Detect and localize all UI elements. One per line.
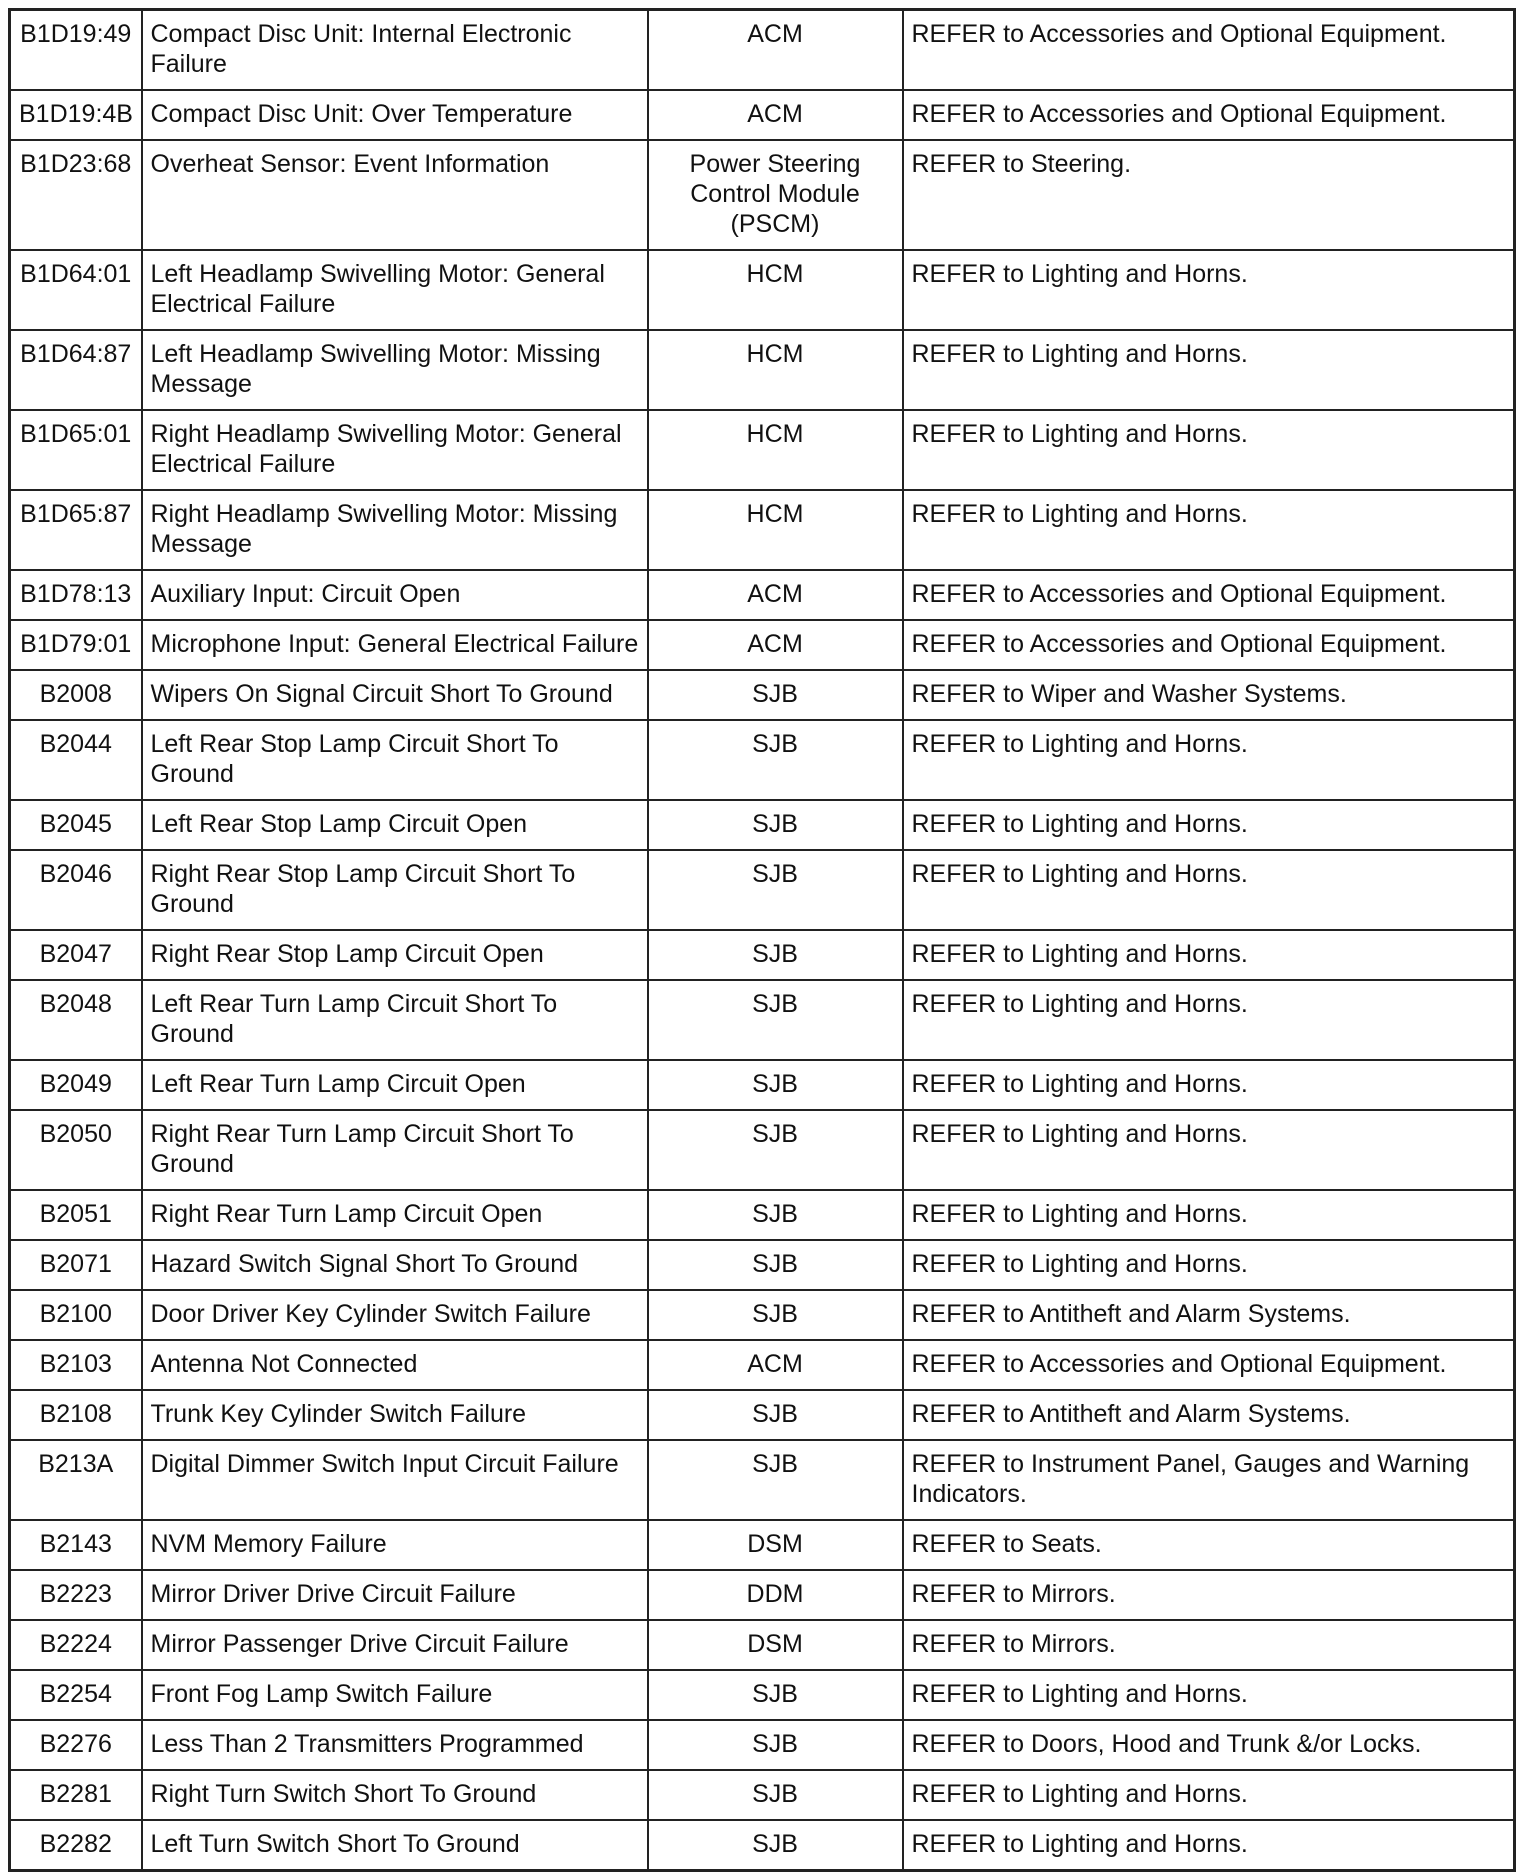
dtc-module-cell: DSM <box>648 1520 903 1570</box>
dtc-action-cell: REFER to Lighting and Horns. <box>903 720 1515 800</box>
dtc-module-cell: HCM <box>648 330 903 410</box>
dtc-module-cell: Power Steering Control Module (PSCM) <box>648 140 903 250</box>
dtc-description-cell: Mirror Driver Drive Circuit Failure <box>142 1570 648 1620</box>
dtc-module-cell: SJB <box>648 1240 903 1290</box>
dtc-code-cell: B2071 <box>10 1240 142 1290</box>
dtc-code-cell: B2223 <box>10 1570 142 1620</box>
dtc-code-cell: B2047 <box>10 930 142 980</box>
dtc-module-cell: SJB <box>648 850 903 930</box>
table-row <box>10 930 1515 980</box>
dtc-action-cell: REFER to Accessories and Optional Equipment. <box>903 570 1515 620</box>
dtc-code-cell: B1D23:68 <box>10 140 142 250</box>
dtc-description-cell: Microphone Input: General Electrical Failure <box>142 620 648 670</box>
table-row <box>10 1390 1515 1440</box>
table-row <box>10 1440 1515 1520</box>
dtc-description-cell: NVM Memory Failure <box>142 1520 648 1570</box>
table-row <box>10 330 1515 410</box>
table-row <box>10 720 1515 800</box>
table-row <box>10 1570 1515 1620</box>
dtc-module-cell: DDM <box>648 1570 903 1620</box>
dtc-action-cell: REFER to Lighting and Horns. <box>903 1190 1515 1240</box>
dtc-description-cell: Trunk Key Cylinder Switch Failure <box>142 1390 648 1440</box>
dtc-action-cell: REFER to Antitheft and Alarm Systems. <box>903 1290 1515 1340</box>
dtc-module-cell: ACM <box>648 570 903 620</box>
dtc-description-cell: Digital Dimmer Switch Input Circuit Failure <box>142 1440 648 1520</box>
dtc-description-cell: Left Rear Turn Lamp Circuit Short To Ground <box>142 980 648 1060</box>
dtc-code-cell: B2276 <box>10 1720 142 1770</box>
dtc-description-cell: Left Rear Stop Lamp Circuit Short To Ground <box>142 720 648 800</box>
dtc-module-cell: SJB <box>648 1290 903 1340</box>
dtc-action-cell: REFER to Accessories and Optional Equipment. <box>903 90 1515 140</box>
table-row <box>10 140 1515 250</box>
dtc-module-cell: SJB <box>648 1390 903 1440</box>
dtc-table-body <box>10 10 1515 1871</box>
dtc-code-cell: B1D64:01 <box>10 250 142 330</box>
table-row <box>10 1340 1515 1390</box>
dtc-description-cell: Wipers On Signal Circuit Short To Ground <box>142 670 648 720</box>
dtc-action-cell: REFER to Accessories and Optional Equipment. <box>903 10 1515 91</box>
dtc-description-cell: Front Fog Lamp Switch Failure <box>142 1670 648 1720</box>
dtc-action-cell: REFER to Mirrors. <box>903 1620 1515 1670</box>
dtc-action-cell: REFER to Lighting and Horns. <box>903 1770 1515 1820</box>
table-row <box>10 850 1515 930</box>
dtc-module-cell: DSM <box>648 1620 903 1670</box>
dtc-code-cell: B1D78:13 <box>10 570 142 620</box>
table-row <box>10 1820 1515 1871</box>
dtc-code-cell: B2045 <box>10 800 142 850</box>
table-row <box>10 1720 1515 1770</box>
dtc-module-cell: SJB <box>648 1440 903 1520</box>
dtc-module-cell: ACM <box>648 620 903 670</box>
dtc-code-cell: B2048 <box>10 980 142 1060</box>
dtc-code-cell: B2100 <box>10 1290 142 1340</box>
dtc-description-cell: Left Rear Stop Lamp Circuit Open <box>142 800 648 850</box>
dtc-description-cell: Left Rear Turn Lamp Circuit Open <box>142 1060 648 1110</box>
dtc-code-cell: B2103 <box>10 1340 142 1390</box>
dtc-action-cell: REFER to Lighting and Horns. <box>903 1060 1515 1110</box>
dtc-description-cell: Compact Disc Unit: Internal Electronic Failure <box>142 10 648 91</box>
dtc-description-cell: Left Turn Switch Short To Ground <box>142 1820 648 1871</box>
dtc-module-cell: SJB <box>648 1060 903 1110</box>
dtc-description-cell: Left Headlamp Swivelling Motor: Missing Message <box>142 330 648 410</box>
dtc-code-cell: B2143 <box>10 1520 142 1570</box>
dtc-code-cell: B2008 <box>10 670 142 720</box>
dtc-action-cell: REFER to Antitheft and Alarm Systems. <box>903 1390 1515 1440</box>
dtc-module-cell: HCM <box>648 410 903 490</box>
dtc-action-cell: REFER to Lighting and Horns. <box>903 250 1515 330</box>
dtc-module-cell: ACM <box>648 90 903 140</box>
dtc-module-cell: SJB <box>648 980 903 1060</box>
dtc-module-cell: SJB <box>648 800 903 850</box>
dtc-action-cell: REFER to Lighting and Horns. <box>903 410 1515 490</box>
dtc-code-cell: B2281 <box>10 1770 142 1820</box>
table-row <box>10 490 1515 570</box>
dtc-action-cell: REFER to Seats. <box>903 1520 1515 1570</box>
dtc-module-cell: ACM <box>648 10 903 91</box>
dtc-code-cell: B2254 <box>10 1670 142 1720</box>
dtc-description-cell: Right Headlamp Swivelling Motor: General Electrical Failure <box>142 410 648 490</box>
dtc-action-cell: REFER to Lighting and Horns. <box>903 850 1515 930</box>
table-row <box>10 10 1515 91</box>
dtc-code-cell: B1D19:49 <box>10 10 142 91</box>
table-row <box>10 1190 1515 1240</box>
table-row <box>10 1770 1515 1820</box>
dtc-module-cell: HCM <box>648 250 903 330</box>
dtc-code-cell: B1D65:87 <box>10 490 142 570</box>
dtc-action-cell: REFER to Lighting and Horns. <box>903 1240 1515 1290</box>
table-row <box>10 1060 1515 1110</box>
dtc-description-cell: Auxiliary Input: Circuit Open <box>142 570 648 620</box>
dtc-code-cell: B2282 <box>10 1820 142 1871</box>
dtc-code-cell: B2224 <box>10 1620 142 1670</box>
dtc-action-cell: REFER to Lighting and Horns. <box>903 1670 1515 1720</box>
dtc-action-cell: REFER to Lighting and Horns. <box>903 330 1515 410</box>
table-row <box>10 570 1515 620</box>
dtc-action-cell: REFER to Lighting and Horns. <box>903 980 1515 1060</box>
dtc-description-cell: Right Turn Switch Short To Ground <box>142 1770 648 1820</box>
dtc-module-cell: SJB <box>648 930 903 980</box>
dtc-description-cell: Right Rear Stop Lamp Circuit Open <box>142 930 648 980</box>
dtc-code-cell: B1D19:4B <box>10 90 142 140</box>
dtc-code-cell: B2050 <box>10 1110 142 1190</box>
dtc-code-cell: B2046 <box>10 850 142 930</box>
dtc-description-cell: Left Headlamp Swivelling Motor: General Electrical Failure <box>142 250 648 330</box>
dtc-module-cell: SJB <box>648 670 903 720</box>
dtc-description-cell: Right Headlamp Swivelling Motor: Missing Message <box>142 490 648 570</box>
dtc-code-cell: B1D64:87 <box>10 330 142 410</box>
dtc-description-cell: Hazard Switch Signal Short To Ground <box>142 1240 648 1290</box>
dtc-table <box>8 8 1516 1872</box>
dtc-description-cell: Antenna Not Connected <box>142 1340 648 1390</box>
table-row <box>10 1520 1515 1570</box>
dtc-description-cell: Overheat Sensor: Event Information <box>142 140 648 250</box>
dtc-code-cell: B1D79:01 <box>10 620 142 670</box>
dtc-module-cell: SJB <box>648 1670 903 1720</box>
table-row <box>10 250 1515 330</box>
dtc-action-cell: REFER to Lighting and Horns. <box>903 1110 1515 1190</box>
dtc-description-cell: Door Driver Key Cylinder Switch Failure <box>142 1290 648 1340</box>
dtc-module-cell: ACM <box>648 1340 903 1390</box>
dtc-action-cell: REFER to Lighting and Horns. <box>903 490 1515 570</box>
dtc-code-cell: B2108 <box>10 1390 142 1440</box>
dtc-action-cell: REFER to Accessories and Optional Equipment. <box>903 1340 1515 1390</box>
dtc-action-cell: REFER to Wiper and Washer Systems. <box>903 670 1515 720</box>
dtc-code-cell: B2044 <box>10 720 142 800</box>
dtc-action-cell: REFER to Lighting and Horns. <box>903 1820 1515 1871</box>
dtc-code-cell: B213A <box>10 1440 142 1520</box>
dtc-action-cell: REFER to Lighting and Horns. <box>903 800 1515 850</box>
dtc-code-cell: B2051 <box>10 1190 142 1240</box>
dtc-module-cell: SJB <box>648 1110 903 1190</box>
dtc-description-cell: Compact Disc Unit: Over Temperature <box>142 90 648 140</box>
table-row <box>10 90 1515 140</box>
table-row <box>10 670 1515 720</box>
dtc-module-cell: SJB <box>648 720 903 800</box>
dtc-action-cell: REFER to Steering. <box>903 140 1515 250</box>
table-row <box>10 1670 1515 1720</box>
dtc-description-cell: Right Rear Turn Lamp Circuit Open <box>142 1190 648 1240</box>
table-row <box>10 800 1515 850</box>
table-row <box>10 1240 1515 1290</box>
dtc-action-cell: REFER to Accessories and Optional Equipment. <box>903 620 1515 670</box>
dtc-action-cell: REFER to Instrument Panel, Gauges and Warning Indicators. <box>903 1440 1515 1520</box>
dtc-module-cell: SJB <box>648 1820 903 1871</box>
table-row <box>10 1110 1515 1190</box>
dtc-module-cell: HCM <box>648 490 903 570</box>
dtc-description-cell: Right Rear Turn Lamp Circuit Short To Ground <box>142 1110 648 1190</box>
dtc-code-cell: B1D65:01 <box>10 410 142 490</box>
dtc-description-cell: Less Than 2 Transmitters Programmed <box>142 1720 648 1770</box>
dtc-description-cell: Mirror Passenger Drive Circuit Failure <box>142 1620 648 1670</box>
dtc-action-cell: REFER to Lighting and Horns. <box>903 930 1515 980</box>
dtc-action-cell: REFER to Doors, Hood and Trunk &/or Locks. <box>903 1720 1515 1770</box>
table-row <box>10 1290 1515 1340</box>
table-row <box>10 410 1515 490</box>
dtc-module-cell: SJB <box>648 1770 903 1820</box>
table-row <box>10 620 1515 670</box>
dtc-description-cell: Right Rear Stop Lamp Circuit Short To Ground <box>142 850 648 930</box>
table-row <box>10 1620 1515 1670</box>
table-row <box>10 980 1515 1060</box>
dtc-module-cell: SJB <box>648 1720 903 1770</box>
dtc-module-cell: SJB <box>648 1190 903 1240</box>
dtc-action-cell: REFER to Mirrors. <box>903 1570 1515 1620</box>
dtc-code-cell: B2049 <box>10 1060 142 1110</box>
